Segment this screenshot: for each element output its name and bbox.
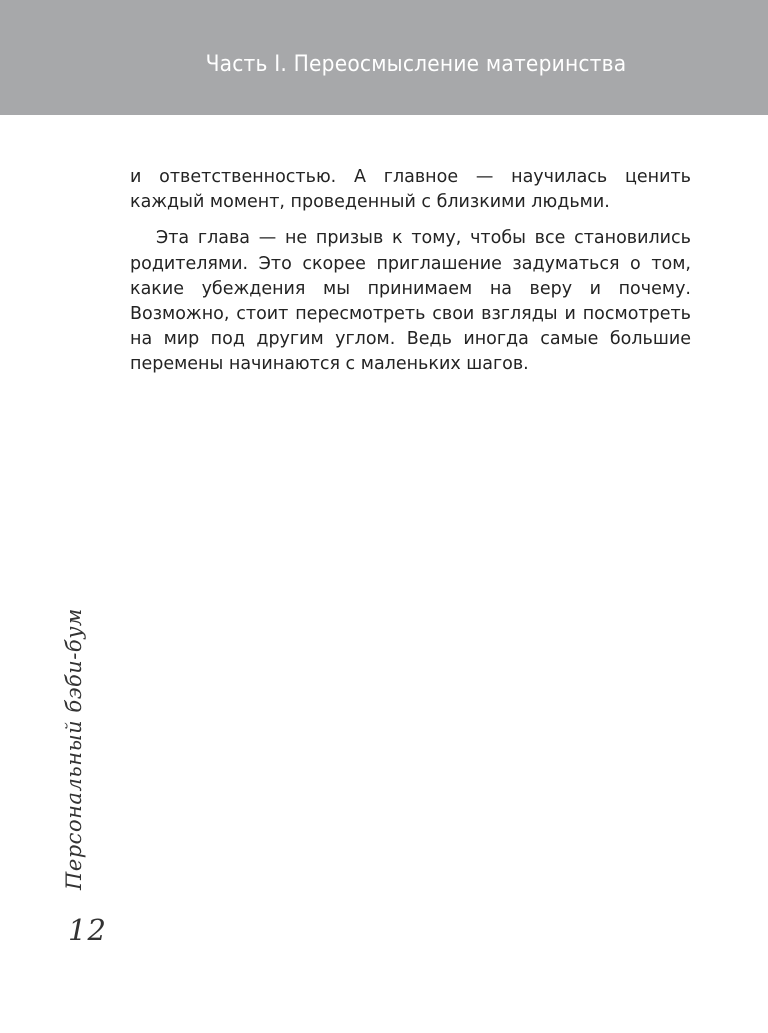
paragraph-continued: и ответственностью. А главное — научилась ценить каждый момент, проведенный с близкими людьми. bbox=[130, 167, 691, 213]
page-number: 12 bbox=[68, 913, 107, 947]
paragraph: Эта глава — не призыв к тому, чтобы все становились родителями. Это скорее приглашение задуматься о том, какие убеждения мы принимаем на веру и почему. Возможно, стоит пересмотреть свои взгляды и посмотреть на мир под другим углом. Ведь иногда самые большие перемены начинаются с маленьких шагов. bbox=[130, 228, 691, 375]
book-title-vertical: Персональный бэби-бум bbox=[62, 608, 86, 890]
running-header bbox=[0, 0, 768, 115]
chapter-title: Часть I. Переосмысление материнства bbox=[205, 52, 626, 77]
page-body bbox=[130, 165, 691, 378]
